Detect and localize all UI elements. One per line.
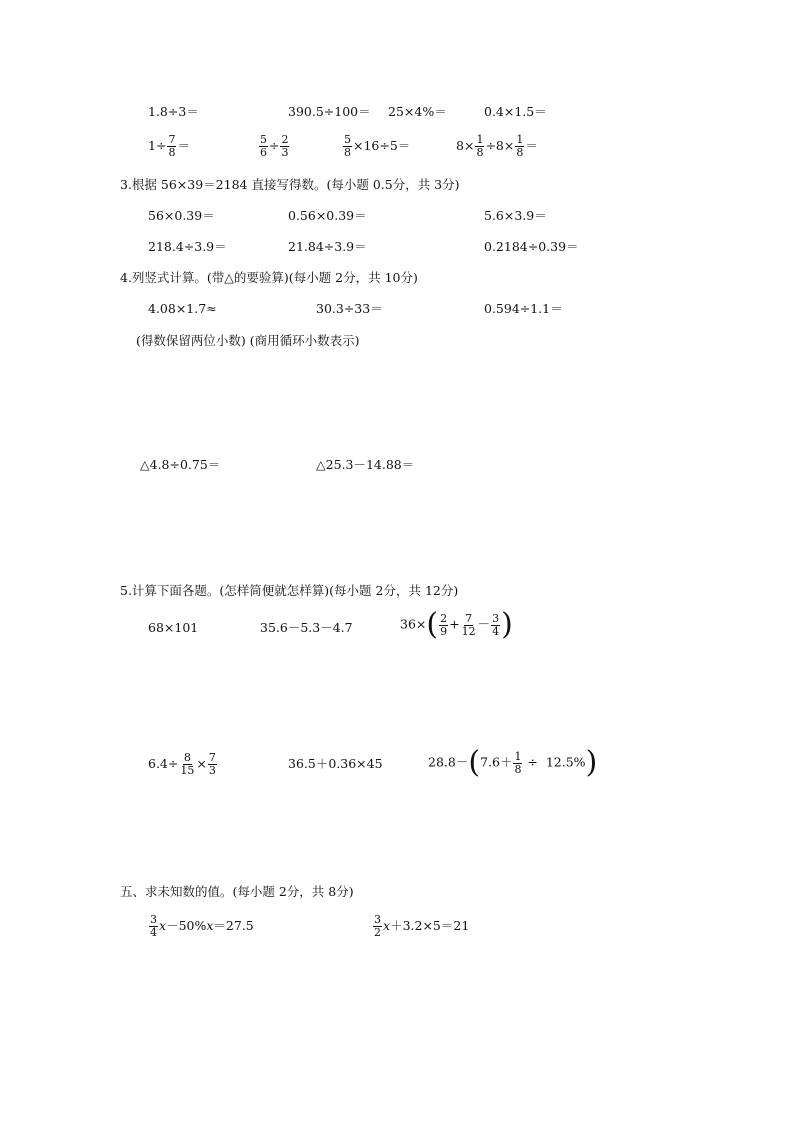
expr-text: ＝	[177, 138, 190, 153]
right-paren-icon: )	[585, 745, 598, 780]
expr-text: －	[477, 616, 491, 632]
problem-1-8-div-3: 1.8÷3＝	[148, 104, 199, 119]
sec4-check-problem: △4.8÷0.75＝	[140, 457, 221, 472]
expr-text: +	[449, 616, 460, 632]
equation-1	[148, 914, 254, 939]
sec3-problem: 0.2184÷0.39＝	[484, 239, 579, 254]
variable-x: x	[159, 918, 167, 933]
problem-1-div-seven-eighths	[148, 134, 190, 159]
expr-text: ＝	[525, 138, 538, 153]
expr-text: ＋3.2×5＝21	[390, 918, 470, 933]
expr-text: ×	[196, 756, 207, 771]
fraction: $\frac{1}{8}$	[514, 749, 522, 776]
sec5-problem-2: 35.6－5.3－4.7	[260, 620, 353, 635]
fraction: $\frac{8}{15}$	[180, 751, 195, 777]
fraction: $\frac{1}{8}$	[476, 133, 484, 159]
problem-fraction-division	[258, 134, 290, 159]
sec4-instructions: (得数保留两位小数) (商用循环小数表示)	[136, 333, 360, 348]
left-paren-icon: (	[426, 607, 439, 642]
fraction: $\frac{5}{8}$	[344, 133, 351, 159]
expr-text: 28.8－	[428, 754, 469, 770]
sec5-problem-6	[428, 745, 598, 780]
fraction: $\frac{7}{3}$	[208, 751, 216, 777]
sec5-problem-3	[400, 607, 513, 642]
expr-text: －50%	[166, 918, 207, 933]
sec3-problem: 0.56×0.39＝	[288, 208, 367, 223]
expr-text: ×16÷5＝	[353, 138, 411, 153]
sec3-problem: 56×0.39＝	[148, 208, 215, 223]
fraction: $\frac{1}{8}$	[516, 133, 524, 159]
left-paren-icon: (	[468, 745, 481, 780]
sec5-problem-1: 68×101	[148, 620, 199, 635]
sec5-problem-5: 36.5＋0.36×45	[288, 756, 383, 771]
fraction: $\frac{2}{9}$	[440, 611, 448, 638]
fraction: $\frac{3}{4}$	[492, 611, 500, 638]
sec3-problem: 21.84÷3.9＝	[288, 239, 367, 254]
problem-25-times-4pct: 25×4%＝	[388, 104, 447, 119]
section-4-heading: 4.列竖式计算。(带△的要验算)(每小题 2分，共 10分)	[120, 270, 418, 285]
expr-text: 36×	[400, 616, 427, 632]
sec3-problem: 218.4÷3.9＝	[148, 239, 227, 254]
fraction: $\frac{3}{4}$	[150, 913, 157, 939]
sec4-problem: 0.594÷1.1＝	[484, 301, 563, 316]
sec4-check-problem: △25.3－14.88＝	[316, 457, 415, 472]
fraction: $\frac{7}{8}$	[168, 133, 176, 159]
fraction: $\frac{3}{2}$	[374, 913, 381, 939]
expr-text: ÷8×	[485, 138, 515, 153]
expr-text: 8×	[456, 138, 475, 153]
sec4-problem: 4.08×1.7≈	[148, 301, 217, 316]
problem-8-times-eighths	[456, 134, 538, 159]
expr-text: ＝27.5	[213, 918, 254, 933]
equation-2	[372, 914, 469, 939]
fraction: $\frac{2}{3}$	[281, 133, 289, 159]
sec3-problem: 5.6×3.9＝	[484, 208, 547, 223]
problem-390-5-div-100: 390.5÷100＝	[288, 104, 371, 119]
expr-text: ÷	[269, 138, 280, 153]
expr-text: 1÷	[148, 138, 167, 153]
section-3-heading: 3.根据 56×39＝2184 直接写得数。(每小题 0.5分，共 3分)	[120, 177, 460, 192]
problem-0-4-times-1-5: 0.4×1.5＝	[484, 104, 547, 119]
sec4-problem: 30.3÷33＝	[316, 301, 383, 316]
problem-five-eighths-times-16	[342, 134, 410, 159]
expr-text: ÷ 12.5%	[523, 754, 586, 770]
fraction: $\frac{7}{12}$	[461, 611, 476, 638]
right-paren-icon: )	[501, 607, 513, 642]
expr-text: 6.4÷	[148, 756, 179, 771]
section-6-heading: 五、求未知数的值。(每小题 2分，共 8分)	[120, 884, 354, 899]
sec5-problem-4	[148, 752, 218, 777]
section-5-heading: 5.计算下面各题。(怎样简便就怎样算)(每小题 2分，共 12分)	[120, 583, 459, 598]
expr-text: 7.6＋	[480, 754, 513, 770]
variable-x: x	[383, 918, 391, 933]
fraction: $\frac{5}{6}$	[260, 133, 267, 159]
variable-x: x	[206, 918, 214, 933]
